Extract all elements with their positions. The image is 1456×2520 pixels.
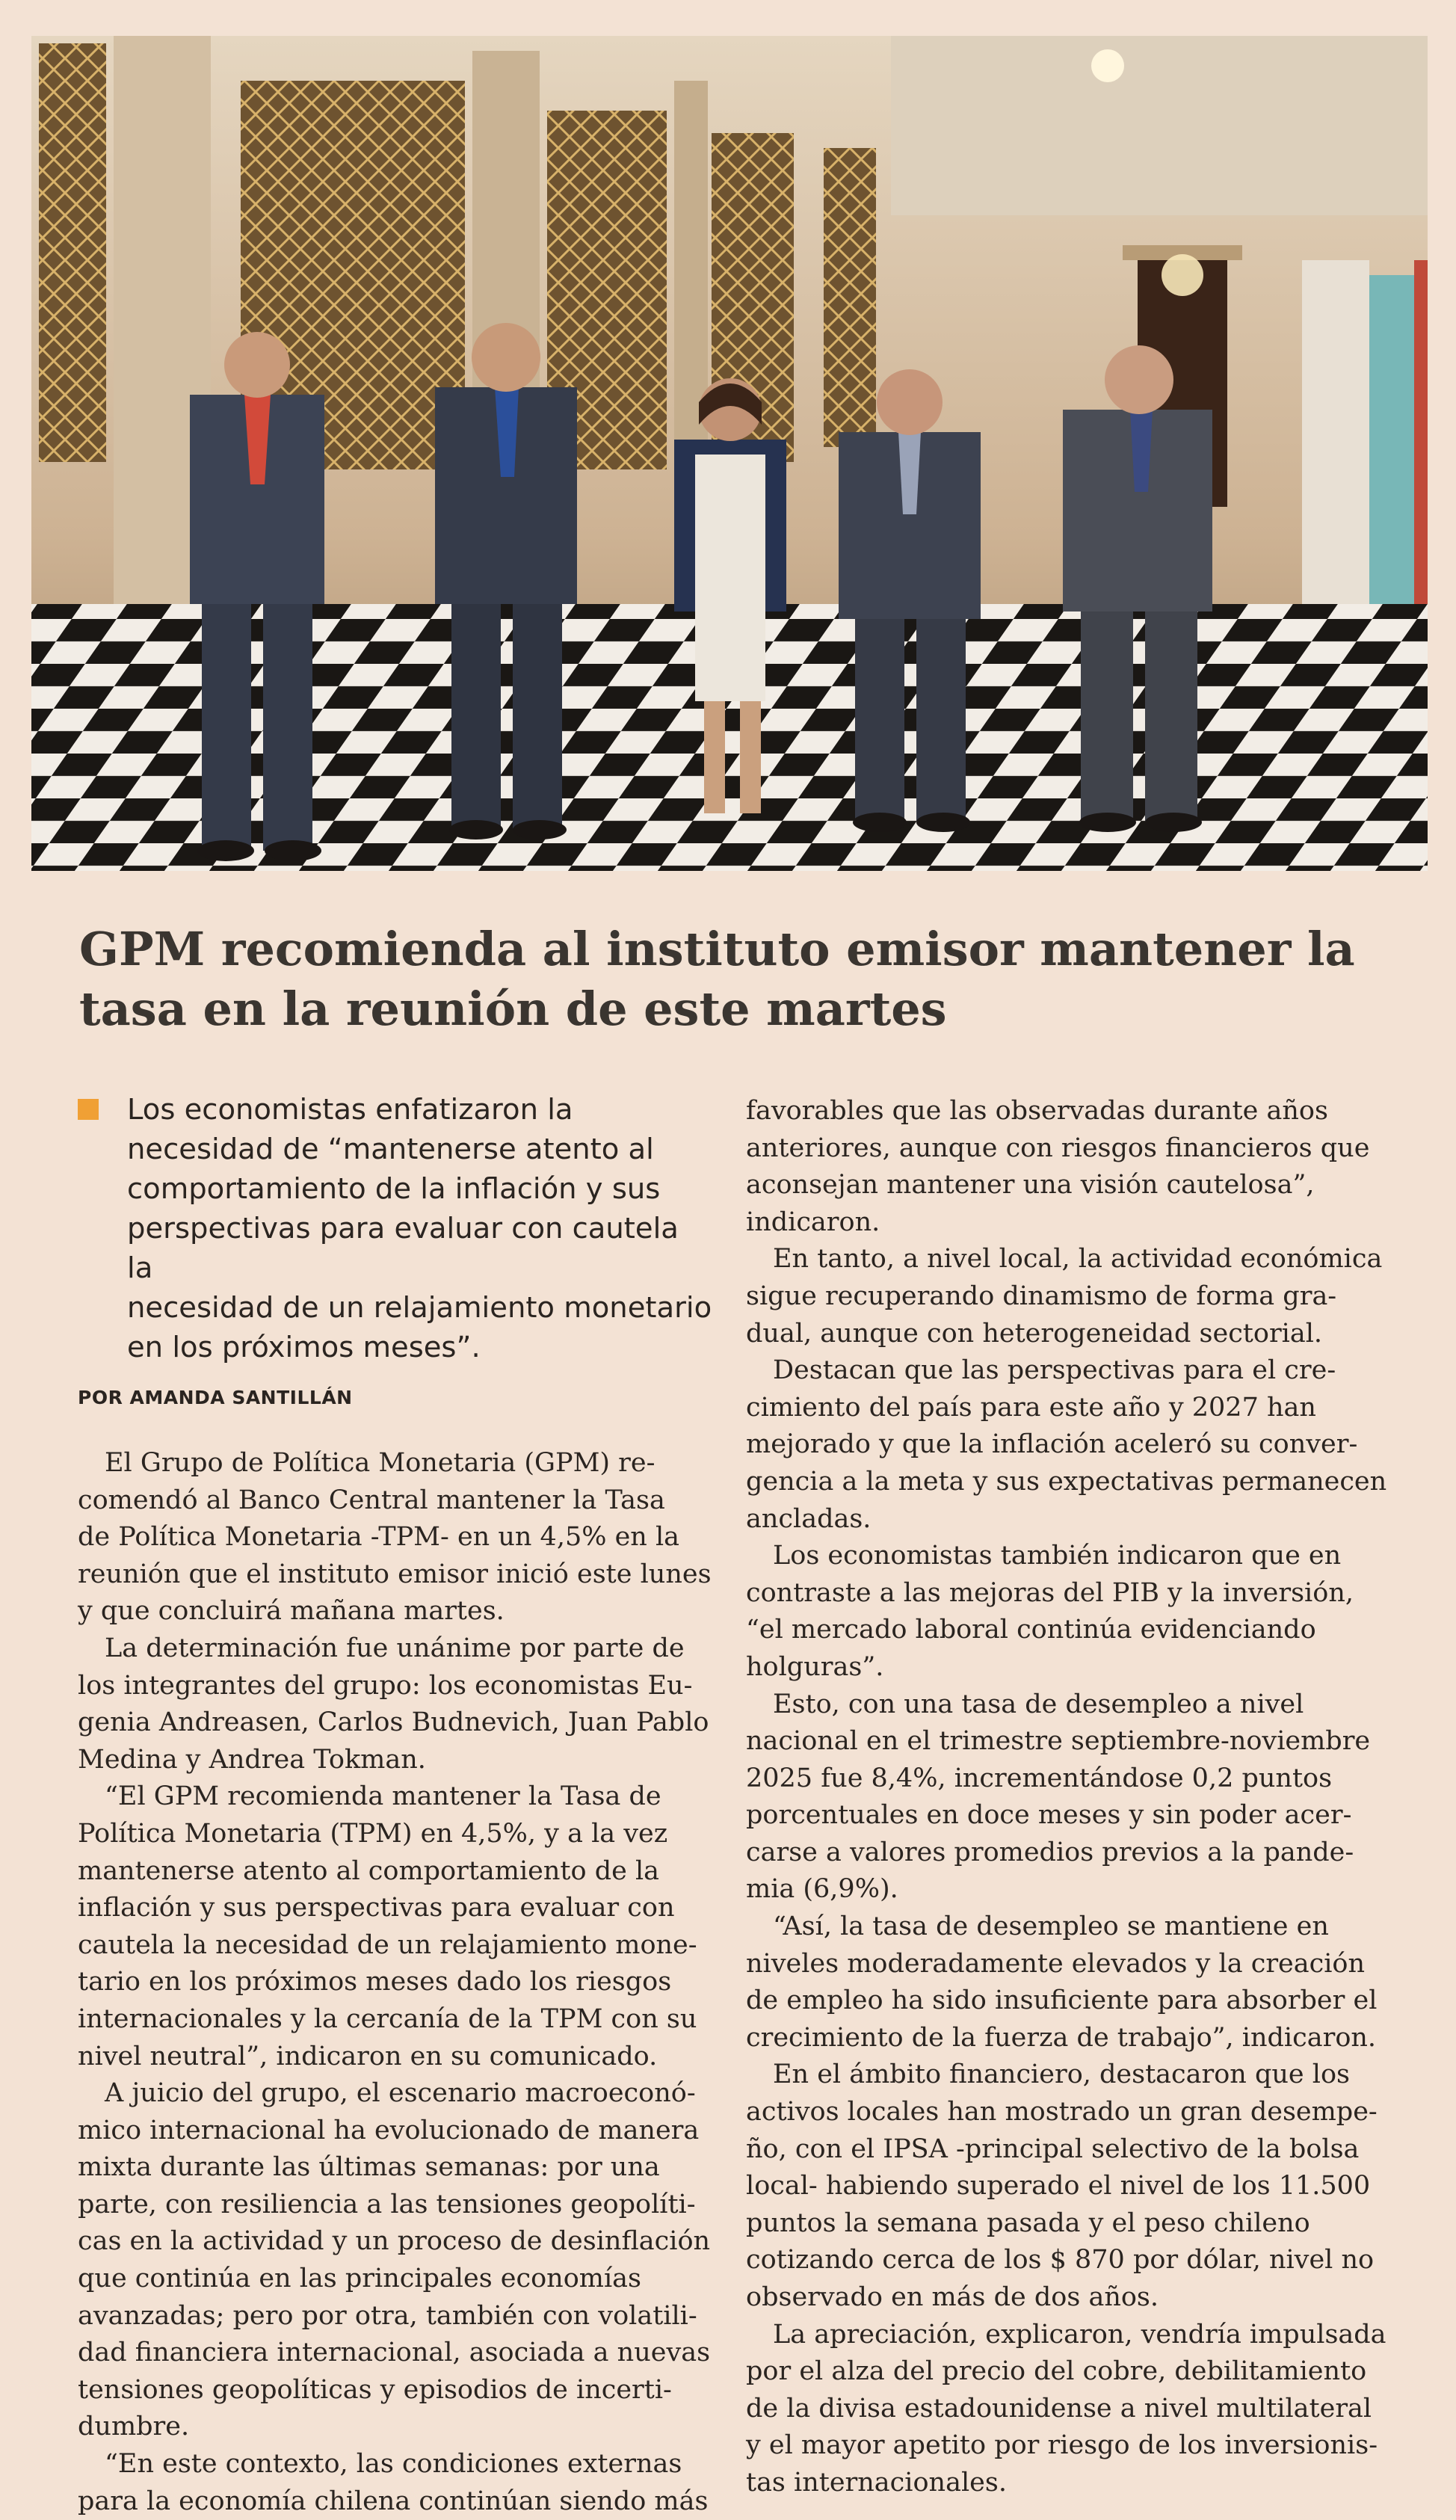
body-paragraph [78, 1778, 713, 2075]
paragraph-line: mico internacional ha evolucionado de manera [78, 2115, 700, 2145]
paragraph-line: para la economía chilena continúan siendo más [78, 2486, 709, 2516]
paragraph-line: tensiones geopolíticas y episodios de incerti- [78, 2374, 672, 2405]
headline-line: tasa en la reunión de este martes [79, 982, 947, 1036]
paragraph-line: genia Andreasen, Carlos Budnevich, Juan Pablo [78, 1707, 709, 1738]
paragraph-line: tario en los próximos meses dado los riesgos [78, 1967, 672, 1997]
body-paragraph [78, 2075, 713, 2446]
paragraph-line: dad financiera internacional, asociada a nuevas [78, 2338, 711, 2368]
paragraph-line: reunión que el instituto emisor inició este lunes [78, 1559, 712, 1589]
right-column [746, 1093, 1404, 2502]
paragraph-line: cautela la necesidad de un relajamiento mone- [78, 1929, 697, 1960]
lede-line: necesidad de “mantenerse atento al [127, 1133, 654, 1166]
paragraph-line: gencia a la meta y sus expectativas permanecen [746, 1466, 1387, 1497]
paragraph-line: carse a valores promedios previos a la pande- [746, 1837, 1354, 1867]
headline [79, 919, 1395, 1039]
lede-line: en los próximos meses”. [127, 1331, 481, 1364]
lede-line: Los economistas enfatizaron la [127, 1093, 573, 1127]
headline-line: GPM recomienda al instituto emisor mantener la [79, 922, 1355, 976]
paragraph-line: Los economistas también indicaron que en [773, 1541, 1342, 1571]
body-paragraph [746, 1686, 1404, 1909]
paragraph-line: y el mayor apetito por riesgo de los inversionis- [746, 2430, 1378, 2461]
paragraph-line: de Política Monetaria -TPM- en un 4,5% en la [78, 1522, 680, 1553]
paragraph-line: local- habiendo superado el nivel de los 11.500 [746, 2171, 1371, 2202]
paragraph-line: niveles moderadamente elevados y la creación [746, 1948, 1366, 1979]
paragraph-line: “Así, la tasa de desempleo se mantiene en [773, 1911, 1329, 1942]
paragraph-line: avanzadas; pero por otra, también con volatili- [78, 2300, 697, 2331]
paragraph-line: nivel neutral”, indicaron en su comunicado. [78, 2041, 658, 2071]
body-paragraph [746, 1093, 1404, 1241]
left-body [78, 1445, 713, 2520]
paragraph-line: ancladas. [746, 1503, 872, 1534]
lede [78, 1090, 713, 1367]
hall-photo-illustration [31, 36, 1428, 871]
paragraph-line: inflación y sus perspectivas para evaluar con [78, 1893, 675, 1923]
paragraph-line: nacional en el trimestre septiembre-noviembre [746, 1726, 1371, 1757]
paragraph-line: parte, con resiliencia a las tensiones geopolíti- [78, 2189, 696, 2219]
paragraph-line: En tanto, a nivel local, la actividad económica [773, 1244, 1383, 1275]
paragraph-line: Esto, con una tasa de desempleo a nivel [773, 1689, 1304, 1719]
paragraph-line: 2025 fue 8,4%, incrementándose 0,2 puntos [746, 1763, 1333, 1793]
paragraph-line: Medina y Andrea Tokman. [78, 1744, 426, 1775]
paragraph-line: mixta durante las últimas semanas: por una [78, 2152, 660, 2183]
paragraph-line: La apreciación, explicaron, vendría impulsada [773, 2319, 1386, 2350]
bullet-square-icon [78, 1099, 99, 1120]
paragraph-line: por el alza del precio del cobre, debilitamiento [746, 2356, 1367, 2387]
paragraph-line: indicaron. [746, 1207, 880, 1237]
lede-line: perspectivas para evaluar con cautela la [127, 1212, 679, 1285]
paragraph-line: cas en la actividad y un proceso de desinflación [78, 2226, 711, 2257]
paragraph-line: crecimiento de la fuerza de trabajo”, indicaron. [746, 2022, 1377, 2053]
paragraph-line: que continúa en las principales economías [78, 2264, 642, 2294]
body-paragraph [78, 2446, 713, 2520]
paragraph-line: aconsejan mantener una visión cautelosa”, [746, 1170, 1315, 1201]
body-paragraph [746, 2057, 1404, 2316]
paragraph-line: y que concluirá mañana martes. [78, 1596, 505, 1627]
paragraph-line: puntos la semana pasada y el peso chileno [746, 2208, 1310, 2238]
lede-line: necesidad de un relajamiento monetario [127, 1291, 712, 1325]
paragraph-line: los integrantes del grupo: los economistas Eu- [78, 1670, 693, 1701]
paragraph-line: ño, con el IPSA -principal selectivo de la bolsa [746, 2134, 1360, 2164]
newspaper-page [27, 30, 1429, 2516]
paragraph-line: de la divisa estadounidense a nivel multilateral [746, 2393, 1372, 2424]
paragraph-line: observado en más de dos años. [746, 2282, 1159, 2312]
paragraph-line: “El GPM recomienda mantener la Tasa de [105, 1781, 661, 1812]
paragraph-line: Política Monetaria (TPM) en 4,5%, y a la vez [78, 1818, 668, 1849]
body-paragraph [746, 1352, 1404, 1538]
paragraph-line: Destacan que las perspectivas para el cre- [773, 1355, 1336, 1386]
paragraph-line: porcentuales en doce meses y sin poder acer- [746, 1800, 1352, 1831]
paragraph-line: anteriores, aunque con riesgos financieros que [746, 1133, 1370, 1163]
paragraph-line: sigue recuperando dinamismo de forma gra- [746, 1281, 1337, 1311]
paragraph-line: activos locales han mostrado un gran desempe- [746, 2097, 1378, 2128]
paragraph-line: favorables que las observadas durante años [746, 1096, 1328, 1126]
paragraph-line: En el ámbito financiero, destacaron que los [773, 2060, 1350, 2090]
paragraph-line: “el mercado laboral continúa evidenciando [746, 1615, 1316, 1645]
body-paragraph [746, 1538, 1404, 1686]
paragraph-line: mejorado y que la inflación aceleró su conver- [746, 1429, 1358, 1460]
paragraph-line: de empleo ha sido insuficiente para absorber el [746, 1985, 1378, 2016]
body-paragraph [78, 1630, 713, 1778]
paragraph-line: El Grupo de Política Monetaria (GPM) re- [105, 1448, 655, 1478]
paragraph-line: internacionales y la cercanía de la TPM con su [78, 2003, 697, 2034]
body-paragraph [746, 1241, 1404, 1352]
paragraph-line: comendó al Banco Central mantener la Tasa [78, 1485, 665, 1515]
paragraph-line: A juicio del grupo, el escenario macroeconó- [105, 2078, 696, 2109]
paragraph-line: dual, aunque con heterogeneidad sectorial. [746, 1318, 1323, 1349]
article-photo [31, 36, 1428, 871]
paragraph-line: “En este contexto, las condiciones externas [105, 2449, 682, 2480]
paragraph-line: tas internacionales. [746, 2467, 1007, 2498]
left-column [78, 1090, 713, 2520]
lede-line: comportamiento de la inflación y sus [127, 1172, 661, 1206]
paragraph-line: cotizando cerca de los $ 870 por dólar, nivel no [746, 2245, 1375, 2276]
paragraph-line: holguras”. [746, 1651, 884, 1682]
body-paragraph [746, 1909, 1404, 2057]
paragraph-line: dumbre. [78, 2412, 190, 2442]
byline: POR AMANDA SANTILLÁN [78, 1387, 353, 1408]
paragraph-line: mantenerse atento al comportamiento de la [78, 1855, 659, 1886]
paragraph-line: contraste a las mejoras del PIB y la inversión, [746, 1577, 1354, 1608]
body-paragraph [746, 2317, 1404, 2502]
paragraph-line: mia (6,9%). [746, 1874, 898, 1905]
paragraph-line: La determinación fue unánime por parte de [105, 1633, 685, 1663]
body-paragraph [78, 1445, 713, 1630]
paragraph-line: cimiento del país para este año y 2027 han [746, 1392, 1316, 1423]
